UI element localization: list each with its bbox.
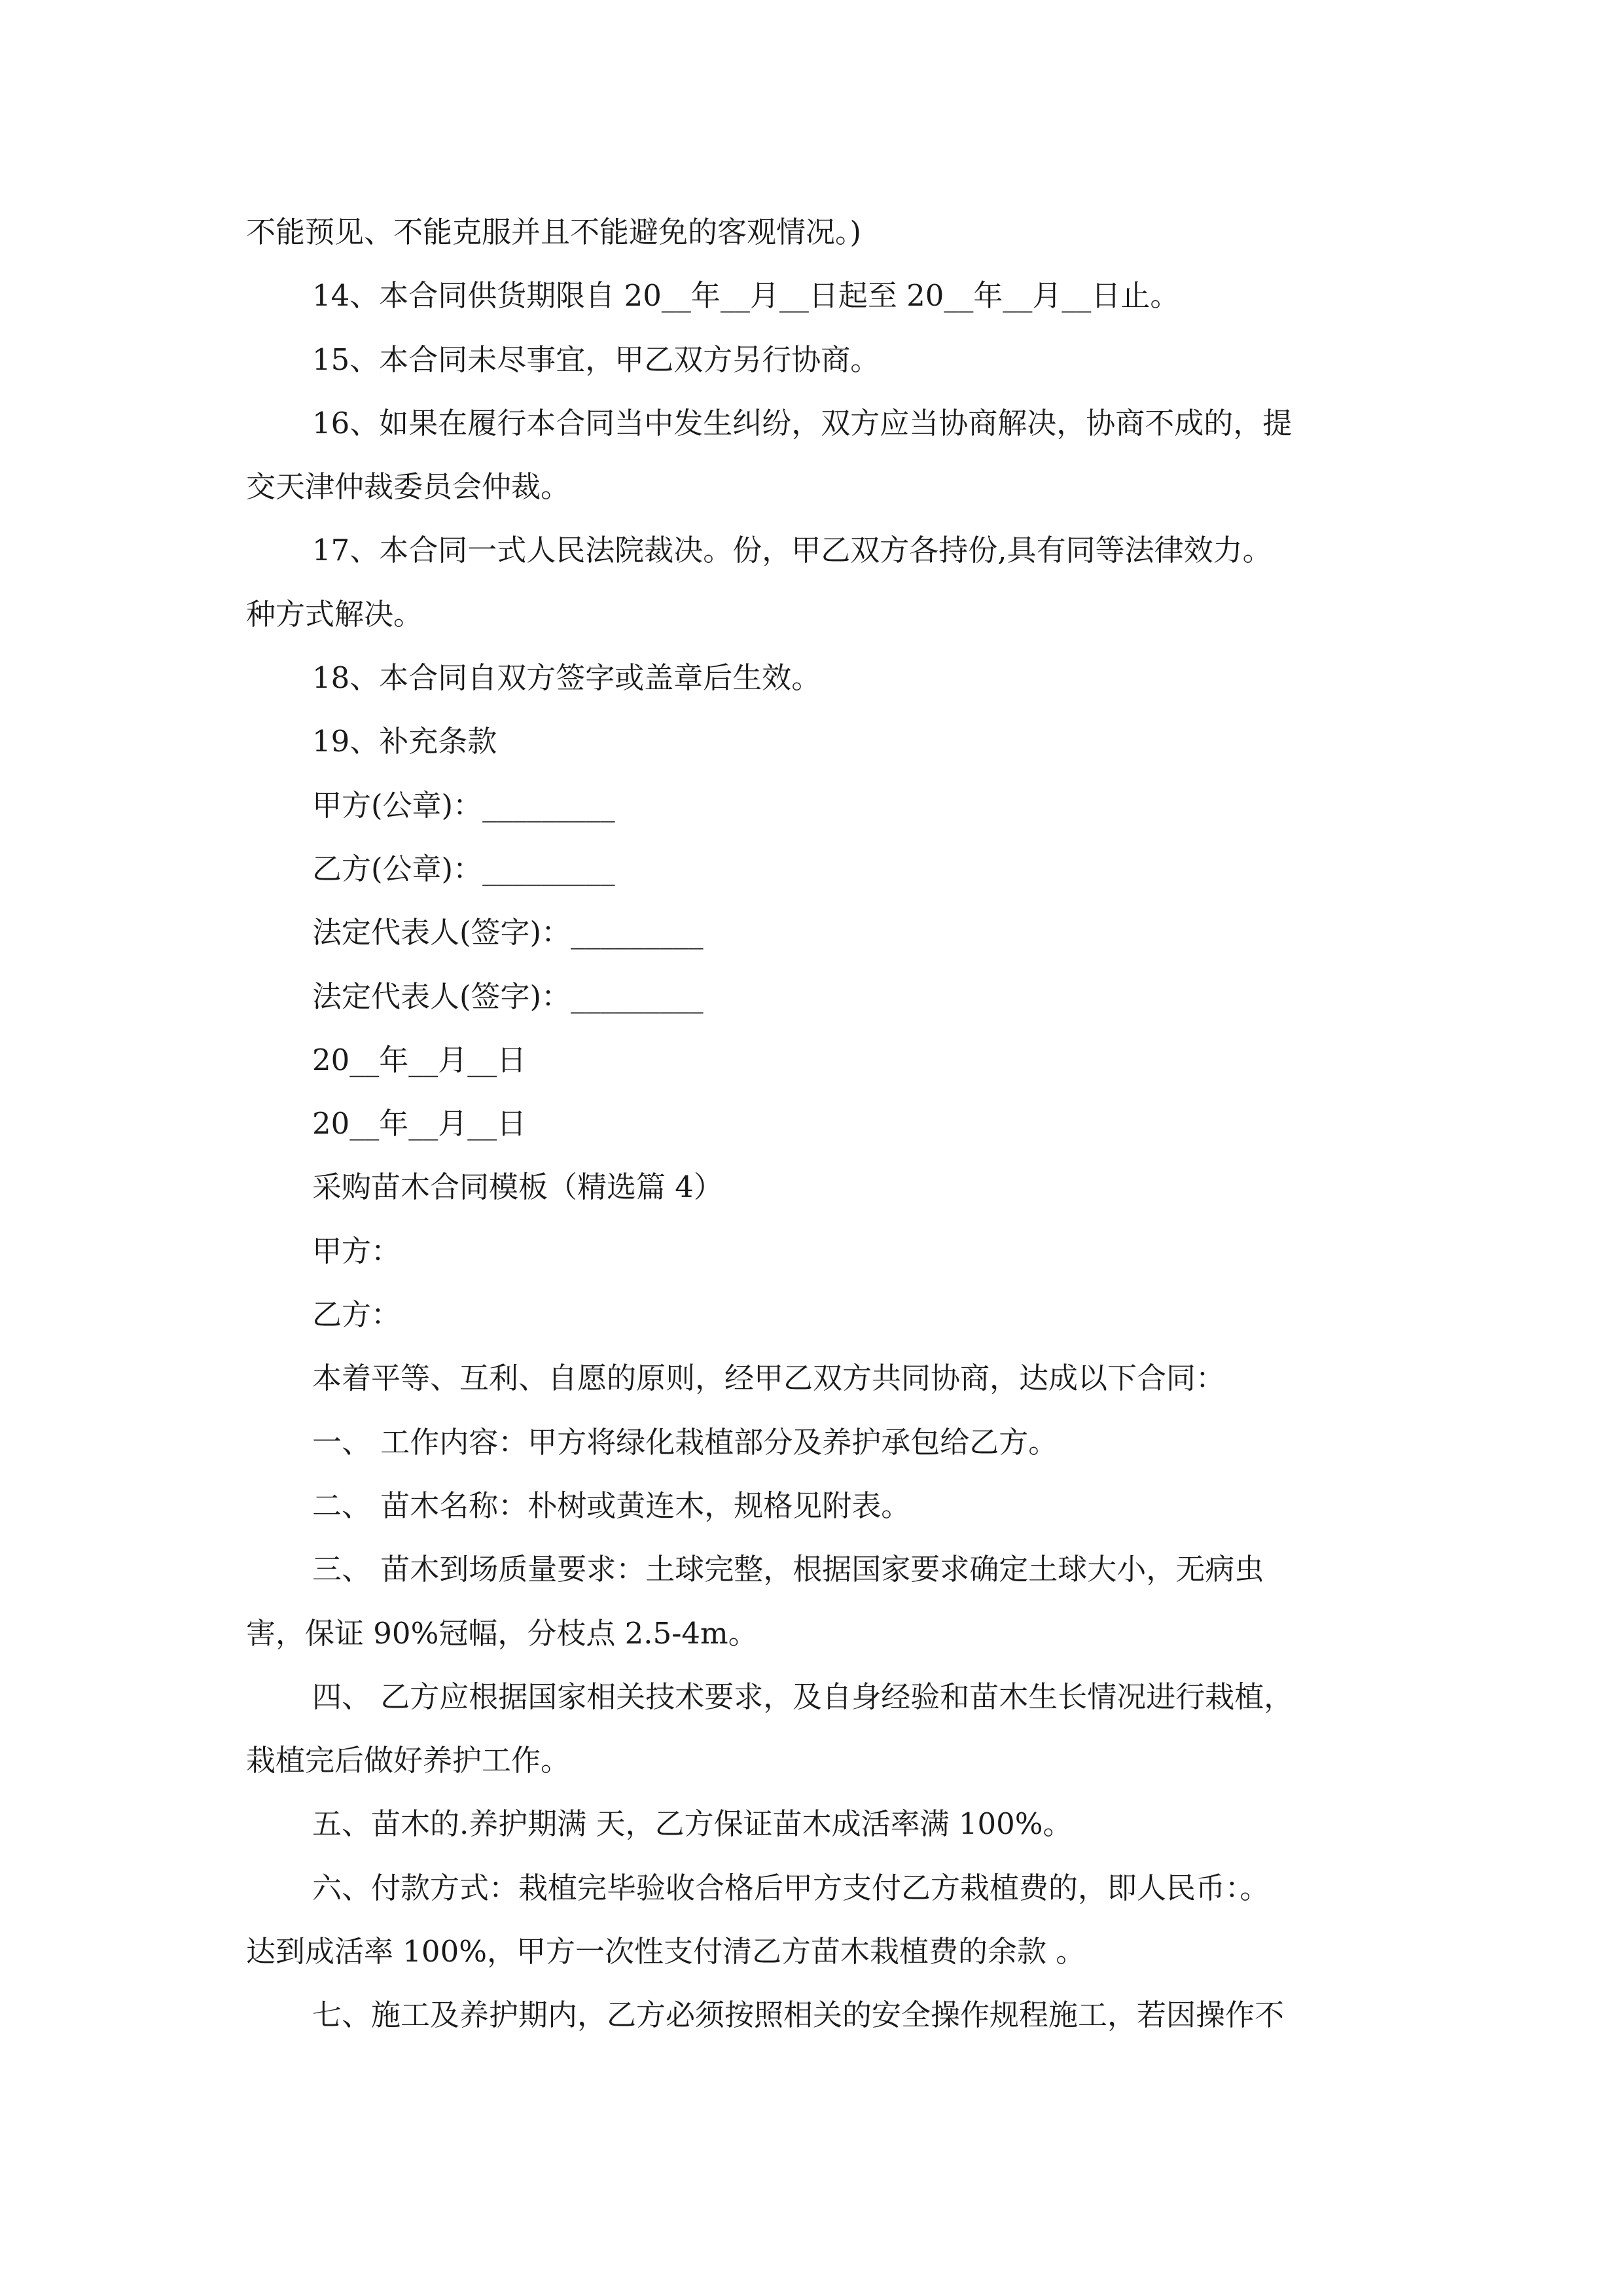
text-line: 法定代表人(签字)：_________ <box>312 915 704 950</box>
text-line: 栽植完后做好养护工作。 <box>246 1743 571 1778</box>
text-line: 17、本合同一式人民法院裁决。份，甲乙双方各持份,具有同等法律效力。 <box>312 533 1272 568</box>
text-line: 14、本合同供货期限自 20__年__月__日起至 20__年__月__日止。 <box>312 278 1180 314</box>
text-line: 采购苗木合同模板（精选篇 4） <box>312 1170 723 1205</box>
text-line: 乙方： <box>312 1297 401 1333</box>
text-line: 达到成活率 100%，甲方一次性支付清乙方苗木栽植费的余款 。 <box>246 1934 1086 1969</box>
text-line: 20__年__月__日 <box>312 1106 527 1141</box>
text-line: 二、 苗木名称：朴树或黄连木，规格见附表。 <box>312 1488 911 1523</box>
text-line: 四、 乙方应根据国家相关技术要求，及自身经验和苗木生长情况进行栽植， <box>312 1679 1294 1714</box>
text-line: 18、本合同自双方签字或盖章后生效。 <box>312 660 821 696</box>
text-line: 甲方： <box>312 1233 401 1268</box>
text-line: 19、补充条款 <box>312 724 497 759</box>
text-line: 20__年__月__日 <box>312 1042 527 1077</box>
text-line: 一、 工作内容：甲方将绿化栽植部分及养护承包给乙方。 <box>312 1424 1058 1460</box>
text-line: 本着平等、互利、自愿的原则，经甲乙双方共同协商，达成以下合同： <box>312 1361 1226 1396</box>
text-line: 不能预见、不能克服并且不能避免的客观情况。) <box>246 215 862 249</box>
text-line: 法定代表人(签字)：_________ <box>312 978 704 1014</box>
text-line: 乙方(公章)：_________ <box>312 851 615 886</box>
text-line: 三、 苗木到场质量要求：土球完整，根据国家要求确定土球大小，无病虫 <box>312 1552 1264 1587</box>
text-line: 七、施工及养护期内，乙方必须按照相关的安全操作规程施工，若因操作不 <box>312 1998 1285 2033</box>
text-line: 16、如果在履行本合同当中发生纠纷，双方应当协商解决，协商不成的，提 <box>312 405 1293 440</box>
text-line: 种方式解决。 <box>246 596 423 632</box>
text-line: 害，保证 90%冠幅，分枝点 2.5-4m。 <box>246 1615 758 1651</box>
text-line: 交天津仲裁委员会仲裁。 <box>246 469 571 505</box>
document-body <box>246 200 1388 2047</box>
text-line: 甲方(公章)：_________ <box>312 787 615 823</box>
text-line: 六、付款方式：栽植完毕验收合格后甲方支付乙方栽植费的，即人民币：。 <box>312 1870 1270 1905</box>
text-line: 15、本合同未尽事宜，甲乙双方另行协商。 <box>312 342 880 377</box>
text-line: 五、苗木的.养护期满 天，乙方保证苗木成活率满 100%。 <box>312 1806 1073 1842</box>
